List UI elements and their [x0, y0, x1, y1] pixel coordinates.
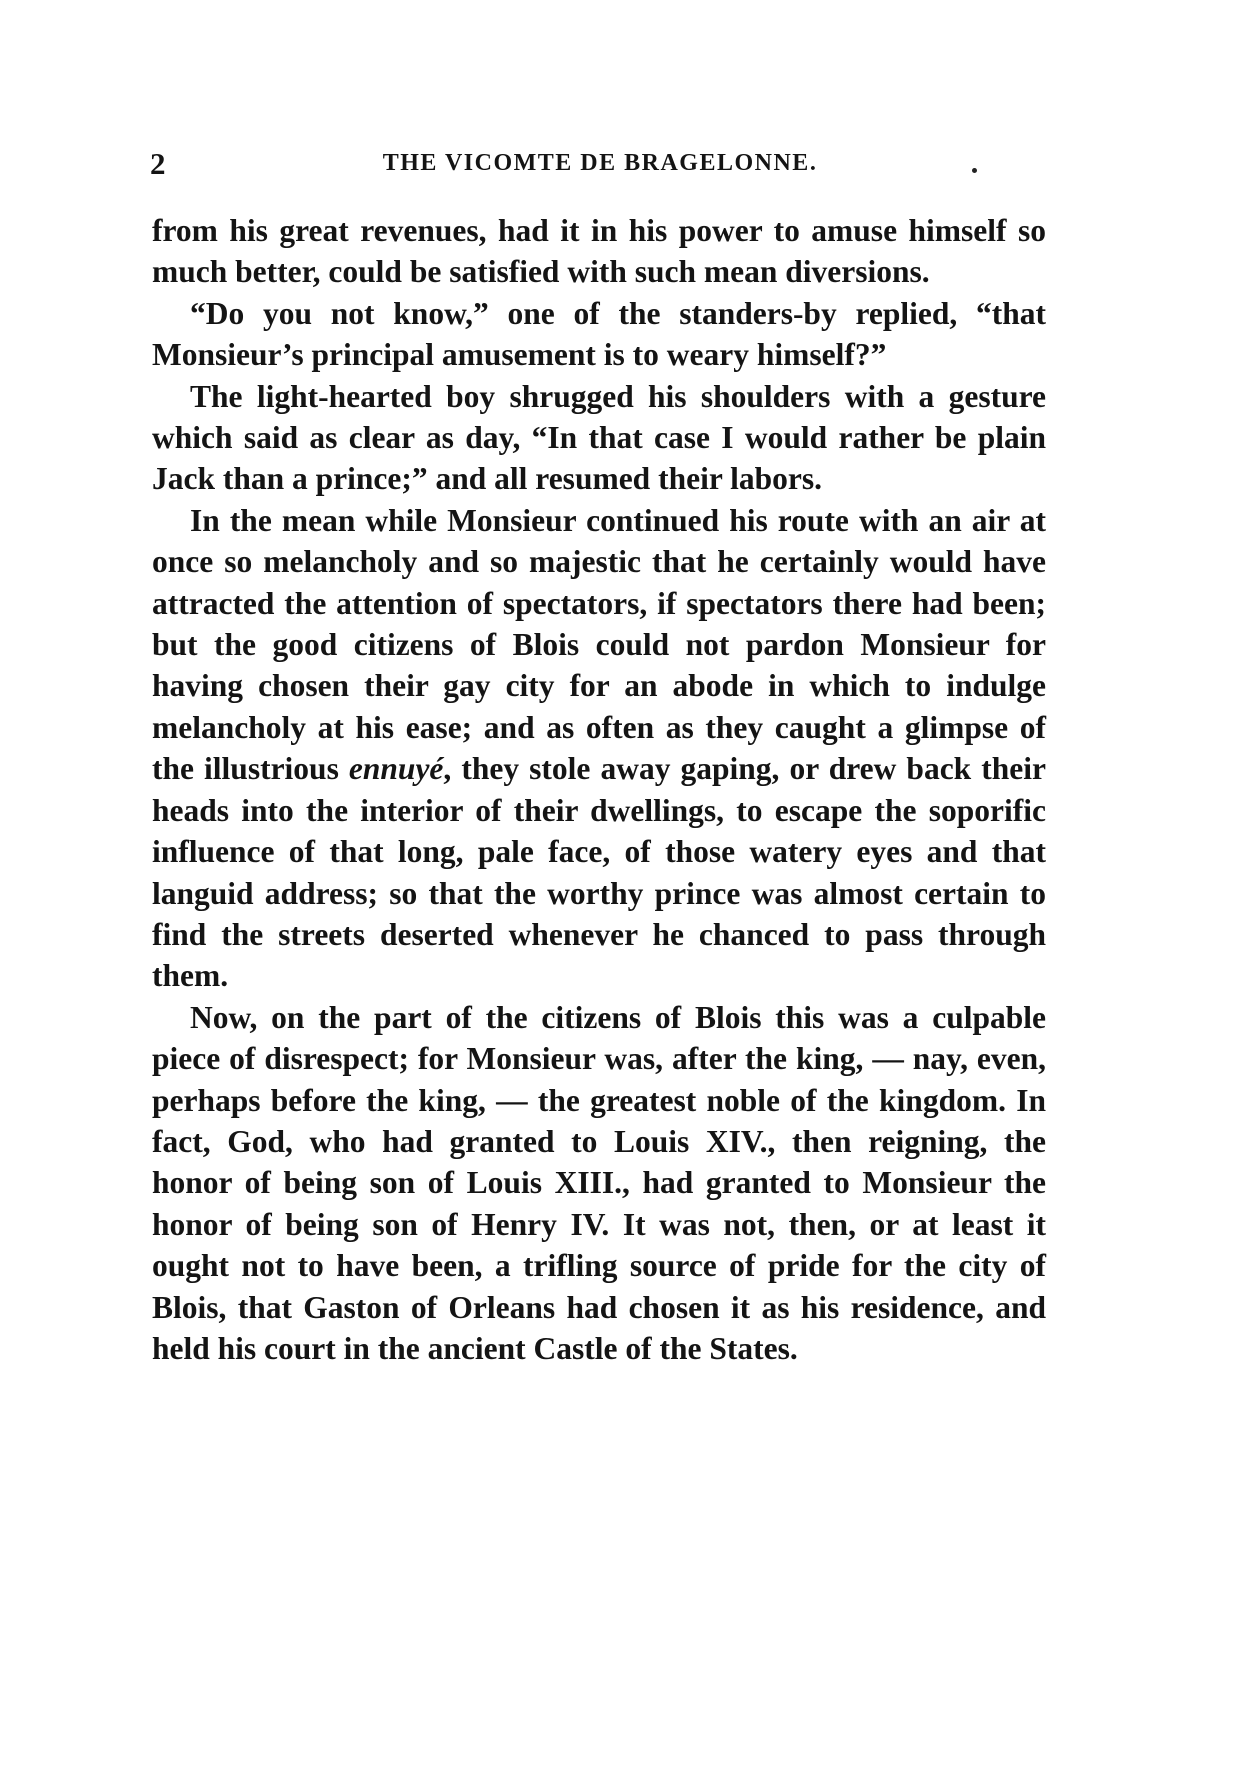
paragraph-dialogue: “Do you not know,” one of the standers-by replied, “that Monsieur’s principal amusement is to weary himself?” [152, 295, 1046, 373]
body-text [152, 210, 1046, 1369]
paragraph-boy-gesture: The light-hearted boy shrugged his shoulders with a gesture which said as clear as day, “In that case I would rather be plain Jack than a prince;” and all resumed their labors. [152, 378, 1046, 497]
paragraph-monsieur-route [152, 500, 1046, 997]
running-title: THE VICOMTE DE BRAGELONNE. [382, 150, 818, 176]
page-header [150, 146, 1050, 186]
paragraph-continuation: from his great revenues, had it in his power to amuse himself so much better, could be satisfied with such mean diversions. [152, 213, 1046, 290]
ink-speck [972, 168, 977, 173]
page-number: 2 [150, 146, 166, 181]
paragraph-citizens-blois: Now, on the part of the citizens of Blois this was a culpable piece of disrespect; for Monsieur was, after the king, — nay, even, perhaps before the king, — the greatest noble of the kingdom. In fact, God, who had granted to Louis XIV., then reigning, the honor of being son of Louis XIII., had granted to Monsieur the honor of being son of Henry IV. It was not, then, or at least it ought not to have been, a trifling source of pride for the city of Blois, that Gaston of Orleans had chosen it as his residence, and held his court in the ancient Castle of the States. [152, 999, 1046, 1366]
italic-word: ennuyé [348, 751, 444, 787]
paragraph-text-part: In the mean while Monsieur continued his route with an air at once so melancholy and so majestic that he certainly would have attracted the attention of spectators, if spectators there had been; but the good citizens of Blois could not pardon Monsieur for having chosen their gay city for an abode in which to indulge melancholy at his ease; and as often as they caught a glimpse of the illustrious [152, 502, 1046, 787]
paragraph-text-part: , they stole away gaping, or drew back their heads into the interior of their dwellings, to escape the soporific influence of that long, pale face, of those watery eyes and that languid address; so that the worthy prince was almost certain to find the streets deserted whenever he chanced to pass through them. [152, 751, 1046, 994]
